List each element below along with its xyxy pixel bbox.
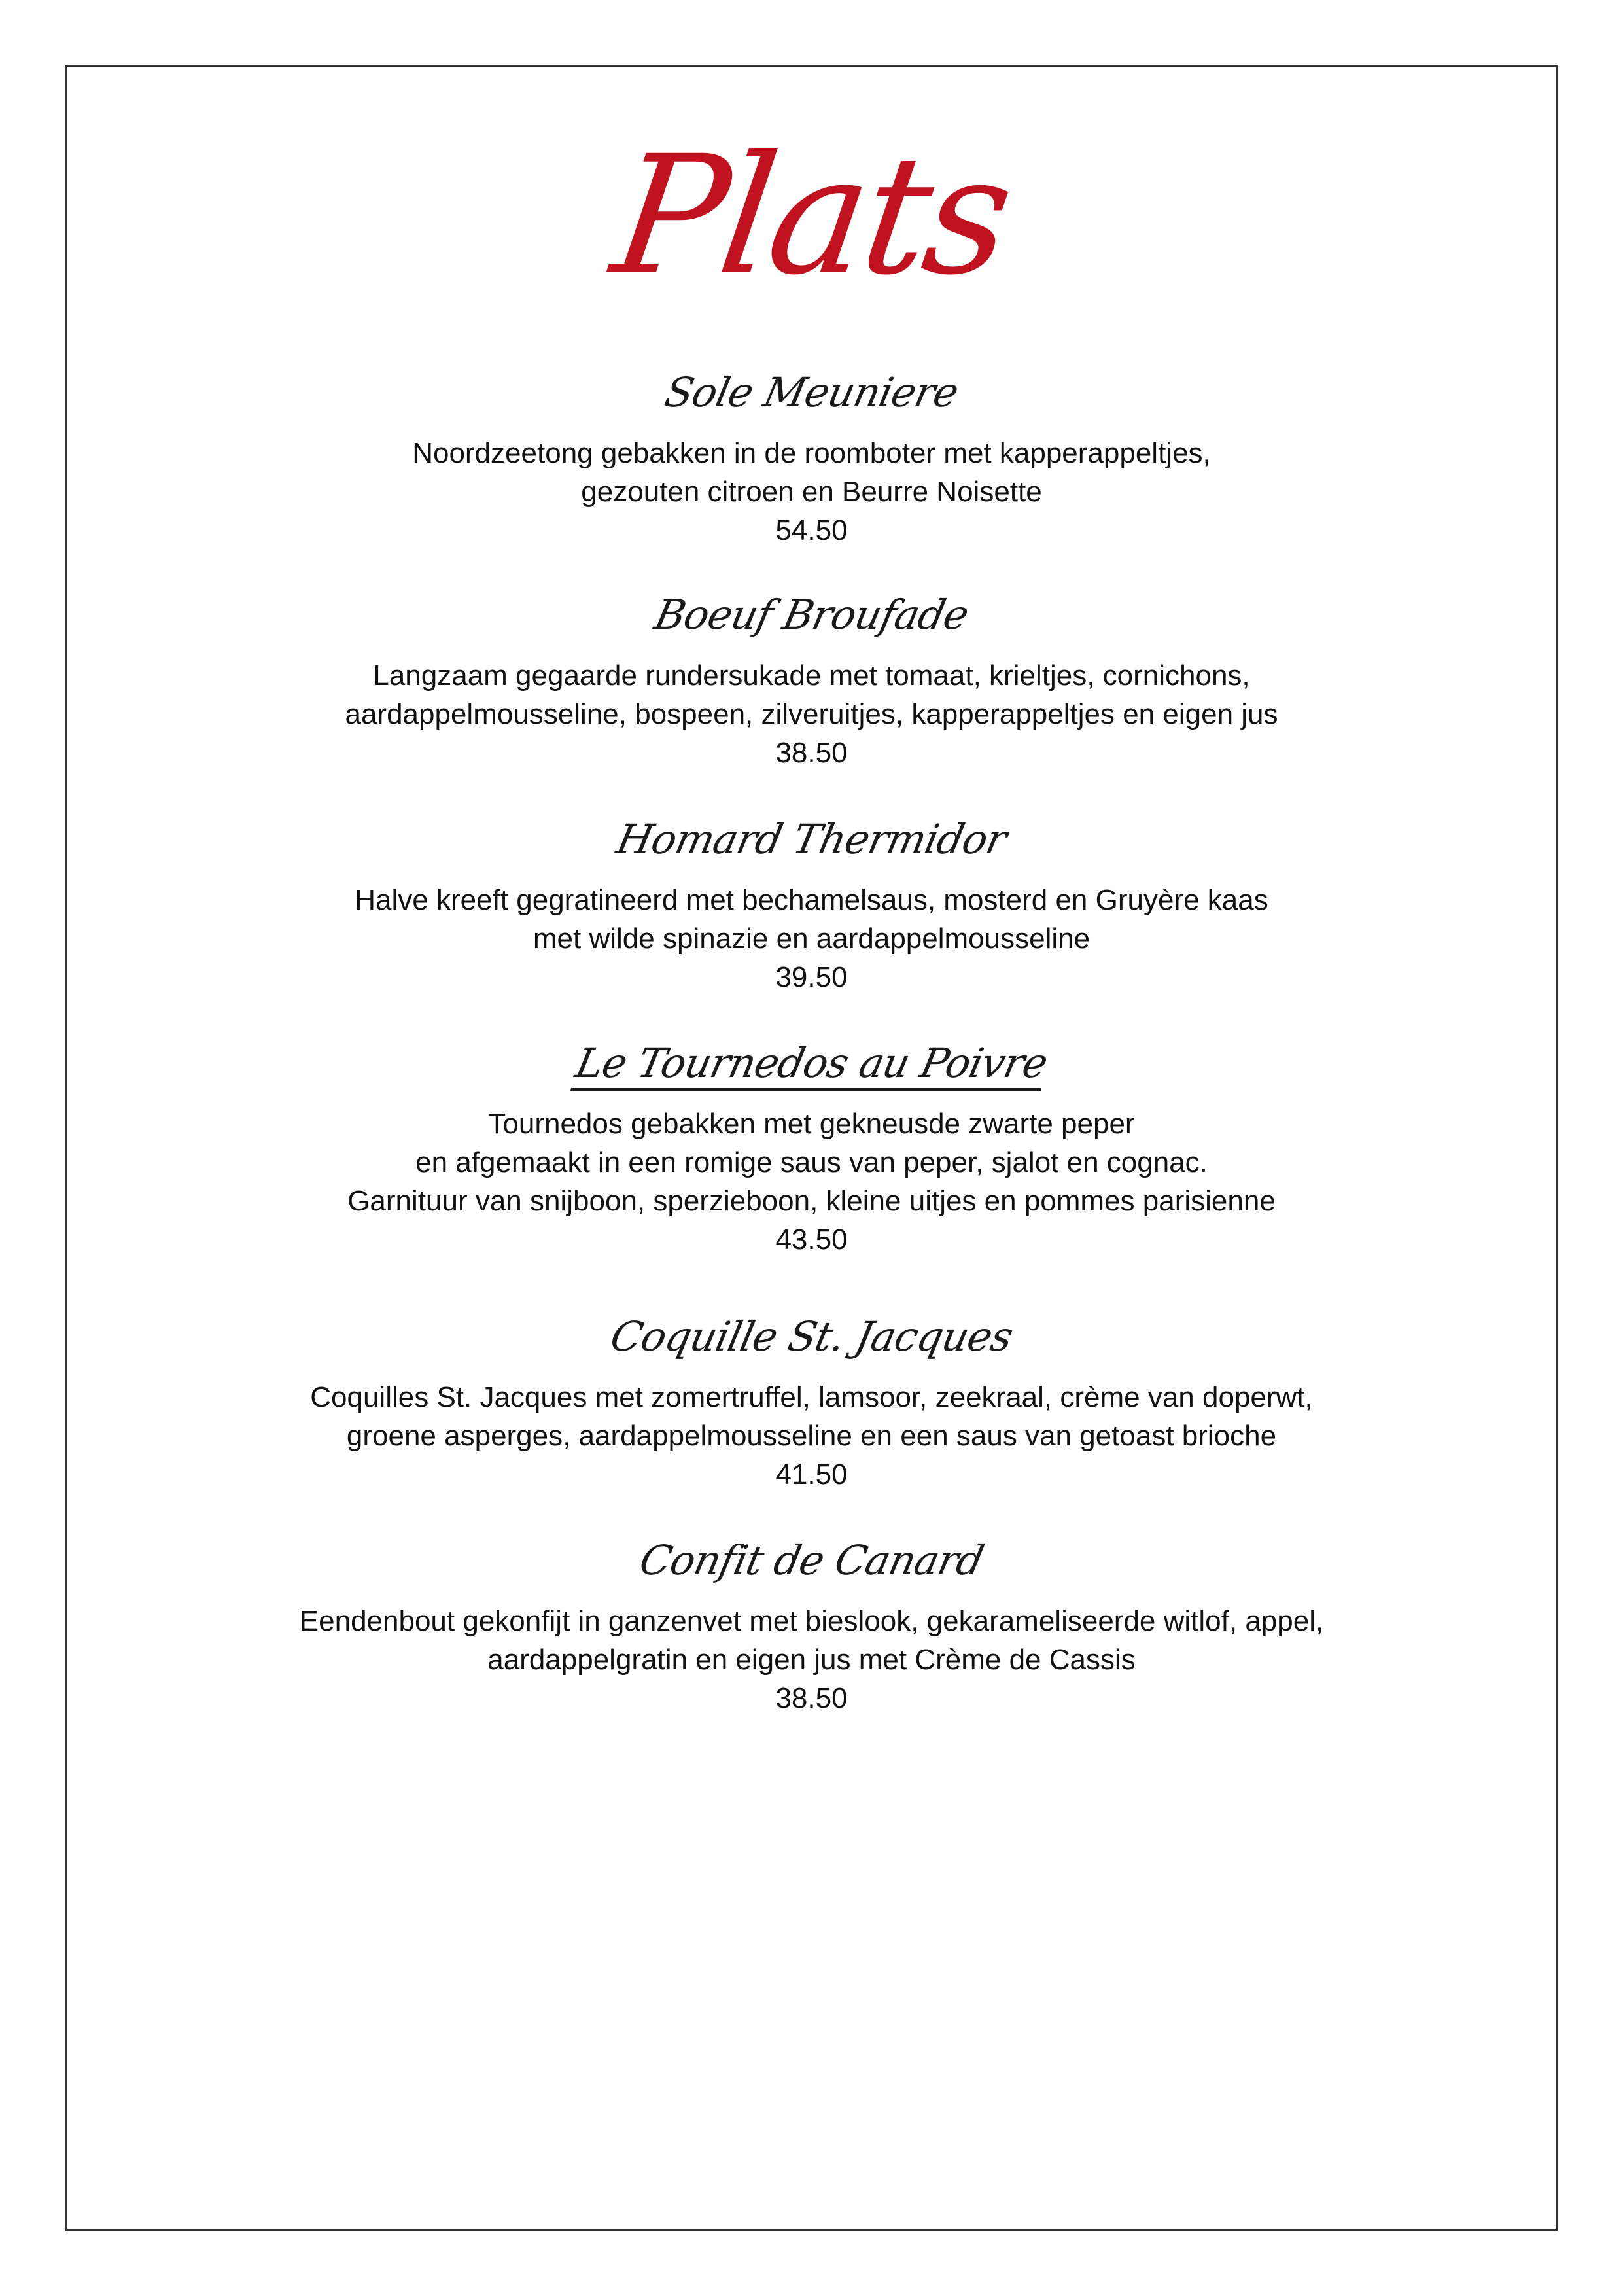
description-line: Langzaam gegaarde rundersukade met tomaat, krieltjes, cornichons,: [373, 660, 1250, 692]
description-line: Tournedos gebakken met gekneusde zwarte peper: [488, 1108, 1135, 1140]
dish-price: 38.50: [775, 737, 848, 769]
description-line: en afgemaakt in een romige saus van peper, sjalot en cognac.: [415, 1146, 1208, 1178]
dish-name: Boeuf Broufade: [650, 591, 973, 639]
description-line: aardappelgratin en eigen jus met Crème de Cassis: [487, 1644, 1136, 1676]
description-line: gezouten citroen en Beurre Noisette: [581, 476, 1042, 508]
dish-price: 39.50: [775, 961, 848, 993]
menu-item: [196, 1531, 1427, 1718]
dish-description: [196, 1602, 1427, 1679]
dish-name: Confit de Canard: [635, 1536, 988, 1584]
dish-description: [196, 1104, 1427, 1220]
dish-price: 41.50: [775, 1458, 848, 1491]
description-line: Eendenbout gekonfijt in ganzenvet met bieslook, gekarameliseerde witlof, appel,: [299, 1605, 1324, 1637]
menu-item: [196, 1034, 1427, 1259]
dish-name: Homard Thermidor: [612, 815, 1011, 863]
dish-description: [196, 1378, 1427, 1455]
description-line: met wilde spinazie en aardappelmousseline: [532, 923, 1091, 955]
menu-item: [196, 810, 1427, 997]
dish-description: [196, 656, 1427, 733]
dish-price: 38.50: [775, 1682, 848, 1714]
description-line: Garnituur van snijboon, sperzieboon, kleine uitjes en pommes parisienne: [347, 1185, 1276, 1217]
menu-list: [196, 0, 1427, 2296]
dish-price: 54.50: [775, 514, 848, 546]
dish-name: Le Tournedos au Poivre: [190, 1034, 1433, 1093]
description-line: Halve kreeft gegratineerd met bechamelsaus, mosterd en Gruyère kaas: [355, 884, 1268, 916]
dish-description: [196, 881, 1427, 958]
description-line: Noordzeetong gebakken in de roomboter met kapperappeltjes,: [412, 437, 1211, 469]
description-line: aardappelmousseline, bospeen, zilveruitjes, kapperappeltjes en eigen jus: [345, 698, 1278, 730]
menu-item: [196, 363, 1427, 550]
dish-name: Coquille St. Jacques: [606, 1313, 1017, 1360]
menu-item: [196, 1307, 1427, 1494]
description-line: Coquilles St. Jacques met zomertruffel, lamsoor, zeekraal, crème van doperwt,: [310, 1381, 1313, 1413]
description-line: groene asperges, aardappelmousseline en een saus van getoast brioche: [346, 1420, 1277, 1452]
dish-name: Sole Meuniere: [660, 368, 963, 416]
dish-price: 43.50: [775, 1224, 848, 1256]
page-title: Plats: [603, 120, 1021, 311]
dish-description: [196, 434, 1427, 511]
menu-item: [196, 586, 1427, 772]
